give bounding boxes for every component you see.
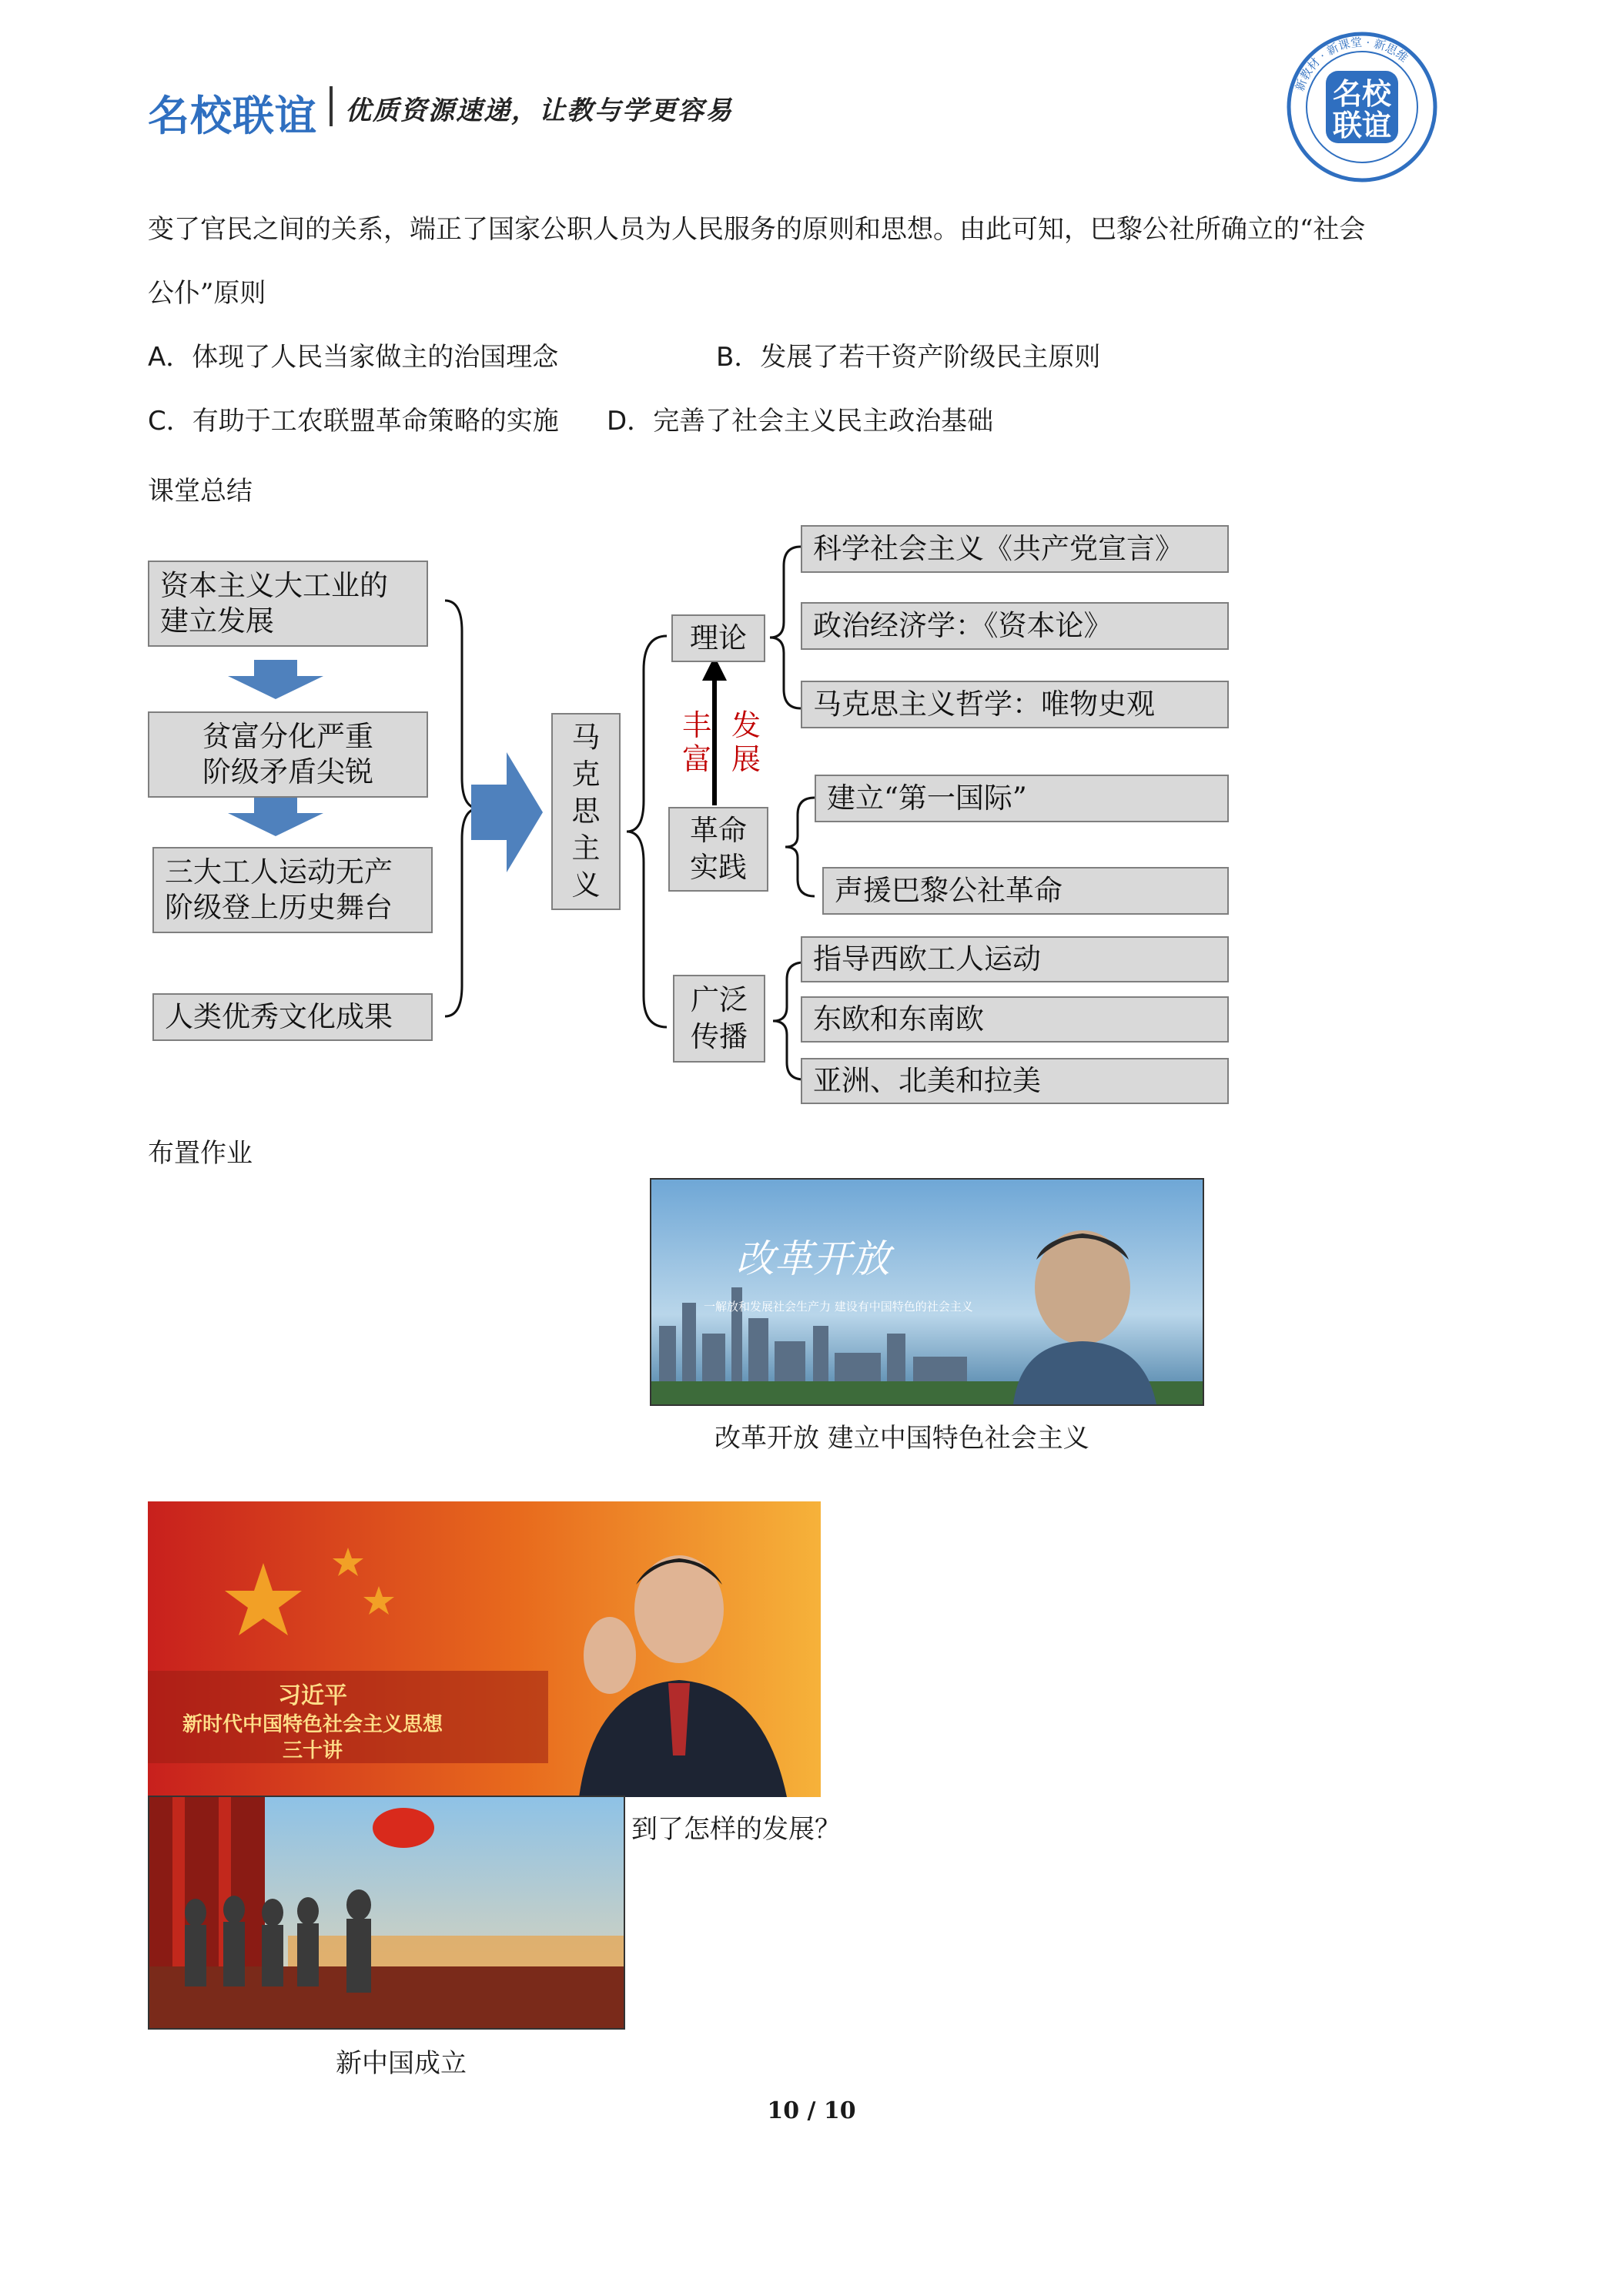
enrich-char-2: 富 <box>682 742 712 776</box>
question-line-1: 变了官民之间的关系，端正了国家公职人员为人民服务的原则和思想。由此可知，巴黎公社所确立的“社会 <box>148 214 1366 245</box>
option-a-label: A． <box>148 342 192 373</box>
down-arrow-2 <box>228 797 323 836</box>
prc-founding-illustration <box>149 1797 624 2028</box>
xi-thought-image <box>148 1501 821 1797</box>
cause-class-conflict-line1: 贫富分化严重 <box>202 720 373 753</box>
enrich-label <box>682 708 711 776</box>
option-c-text: 有助于工农联盟革命策略的实施 <box>192 406 559 437</box>
svg-text:联谊: 联谊 <box>1332 109 1392 142</box>
summary-heading: 课堂总结 <box>148 476 253 507</box>
causes-brace <box>445 601 479 1016</box>
spread-item-2 <box>801 996 1229 1043</box>
prc-caption: 新中国成立 <box>336 2048 467 2079</box>
marxism-char-5: 义 <box>571 869 601 902</box>
practice-item-1 <box>815 775 1229 822</box>
option-c <box>148 406 559 437</box>
spread-brace <box>773 962 804 1079</box>
spread-item-3-text: 亚洲、北美和拉美 <box>813 1064 1041 1097</box>
option-a <box>148 342 558 373</box>
develop-char-2: 展 <box>731 742 761 776</box>
theory-brace <box>770 547 801 708</box>
practice-brace <box>785 798 815 896</box>
option-d-text: 完善了社会主义民主政治基础 <box>653 406 994 437</box>
option-d-label: D． <box>607 406 654 437</box>
marxism-char-3: 思 <box>571 795 601 828</box>
cause-class-conflict-line2: 阶级矛盾尖锐 <box>202 755 373 788</box>
theory-item-1-text: 科学社会主义《共产党宣言》 <box>813 532 1183 565</box>
marxism-char-1: 马 <box>571 721 601 754</box>
branch-practice-line2: 实践 <box>690 851 747 884</box>
svg-text:新教材 · 新课堂 · 新思维: 新教材 · 新课堂 · 新思维 <box>1292 35 1411 93</box>
branch-practice-line1: 革命 <box>690 814 747 847</box>
svg-text:三十讲: 三十讲 <box>282 1739 343 1762</box>
reform-opening-illustration <box>651 1180 1203 1404</box>
option-b-text: 发展了若干资产阶级民主原则 <box>760 342 1101 373</box>
svg-text:习近平: 习近平 <box>278 1682 347 1709</box>
page-number: 10 / 10 <box>767 2097 856 2124</box>
develop-char-1: 发 <box>731 708 761 742</box>
xi-partial-caption: 到了怎样的发展？ <box>631 1814 841 1845</box>
option-c-label: C． <box>148 406 192 437</box>
brand-name: 名校联谊 <box>148 92 317 140</box>
down-arrow-1 <box>228 660 323 699</box>
enrich-char-1: 丰 <box>682 708 712 742</box>
option-b-label: B． <box>716 342 761 373</box>
cause-workers-movements <box>152 847 433 933</box>
xi-thought-illustration <box>148 1501 821 1797</box>
cause-culture-text: 人类优秀文化成果 <box>165 1000 393 1033</box>
spread-item-1 <box>801 936 1229 982</box>
cause-workers-line1: 三大工人运动无产 <box>165 855 393 889</box>
cause-culture <box>152 993 433 1041</box>
cause-industry-line2: 建立发展 <box>160 604 274 638</box>
practice-item-2 <box>822 867 1229 915</box>
branch-spread <box>673 975 765 1063</box>
cause-industry <box>148 561 428 647</box>
svg-text:名校: 名校 <box>1332 77 1392 111</box>
branch-theory-text: 理论 <box>690 621 747 654</box>
svg-text:新时代中国特色社会主义思想: 新时代中国特色社会主义思想 <box>182 1713 443 1736</box>
reform-caption: 改革开放 建立中国特色社会主义 <box>714 1423 1089 1454</box>
cause-workers-line2: 阶级登上历史舞台 <box>165 891 393 924</box>
branches-brace <box>627 636 667 1027</box>
branch-practice <box>668 807 768 892</box>
branch-spread-line1: 广泛 <box>691 983 748 1016</box>
spread-item-1-text: 指导西欧工人运动 <box>813 942 1041 976</box>
option-b <box>716 342 1100 373</box>
branch-theory <box>671 614 765 662</box>
svg-text:一解放和发展社会生产力 建设有中国特色的社会主义: 一解放和发展社会生产力 建设有中国特色的社会主义 <box>704 1300 973 1314</box>
spread-item-2-text: 东欧和东南欧 <box>813 1002 984 1036</box>
cause-industry-line1: 资本主义大工业的 <box>160 569 388 602</box>
option-d <box>607 406 993 437</box>
school-seal-logo <box>1286 31 1438 183</box>
brand-slogan: 优质资源速递，让教与学更容易 <box>345 95 733 126</box>
theory-item-1 <box>801 525 1229 573</box>
theory-item-3 <box>801 681 1229 728</box>
practice-item-2-text: 声援巴黎公社革命 <box>835 874 1062 907</box>
prc-founding-image <box>148 1796 625 2030</box>
cause-class-conflict <box>148 711 428 798</box>
branch-spread-line2: 传播 <box>691 1020 748 1053</box>
spread-item-3 <box>801 1058 1229 1104</box>
theory-item-2-text: 政治经济学：《资本论》 <box>813 609 1113 642</box>
marxism-char-2: 克 <box>571 758 601 791</box>
theory-item-2 <box>801 602 1229 650</box>
reform-opening-image <box>650 1178 1204 1406</box>
svg-text:改革开放: 改革开放 <box>736 1237 890 1281</box>
marxism-char-4: 主 <box>571 832 601 865</box>
develop-label <box>731 708 761 776</box>
homework-heading: 布置作业 <box>148 1138 253 1169</box>
theory-item-3-text: 马克思主义哲学：唯物史观 <box>813 688 1155 721</box>
marxism-box <box>551 713 621 910</box>
question-line-2: 公仆”原则 <box>148 278 266 309</box>
brand-divider <box>330 86 333 126</box>
option-a-text: 体现了人民当家做主的治国理念 <box>192 342 559 373</box>
practice-item-1-text: 建立“第一国际” <box>827 782 1027 815</box>
right-arrow <box>471 752 543 872</box>
